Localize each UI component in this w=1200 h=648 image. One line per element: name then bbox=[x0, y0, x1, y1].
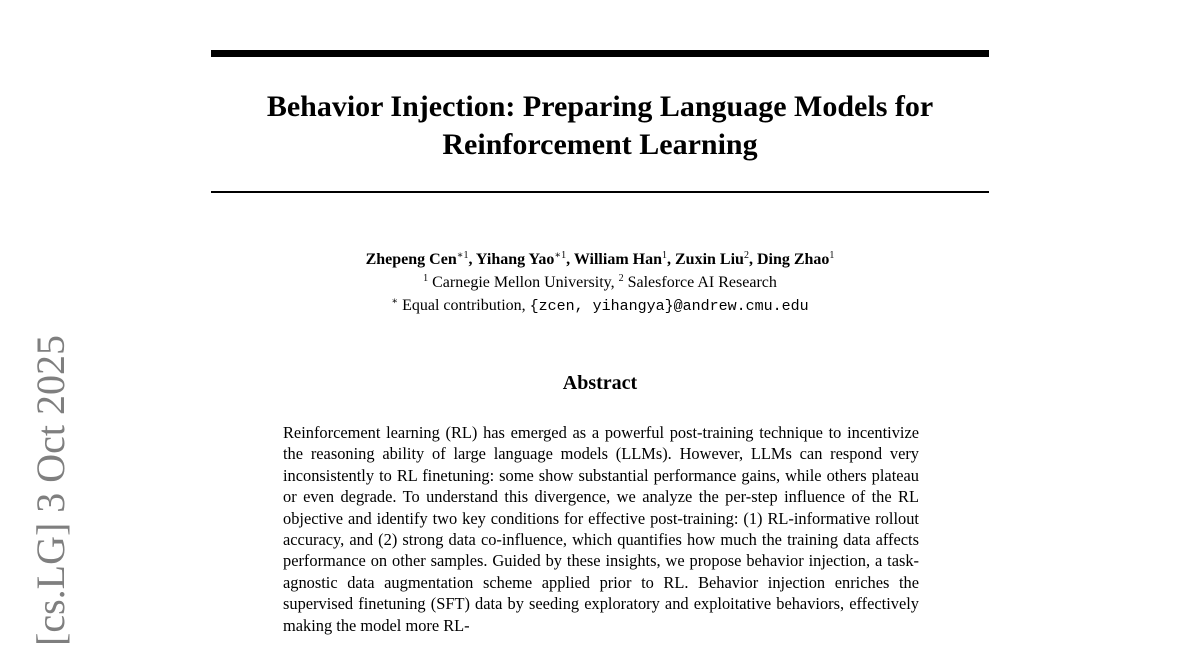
abstract-heading: Abstract bbox=[562, 372, 638, 394]
affiliations bbox=[211, 271, 989, 294]
title-bottom-rule bbox=[211, 191, 989, 193]
author-name: Yihang Yao bbox=[475, 251, 555, 268]
author-marks: 1 bbox=[829, 250, 835, 261]
affiliation-mark: 1 bbox=[423, 273, 429, 284]
author-marks: ∗1 bbox=[456, 250, 469, 261]
author-block bbox=[211, 248, 989, 318]
equal-contribution-text: Equal contribution, bbox=[402, 297, 526, 314]
affiliation-name: Salesforce AI Research bbox=[627, 274, 777, 291]
contact-email[interactable]: {zcen, yihangya}@andrew.cmu.edu bbox=[529, 298, 809, 315]
author-name: William Han bbox=[573, 251, 662, 268]
arxiv-sidebar-stamp: [cs.LG] 3 Oct 2025 bbox=[28, 334, 73, 646]
equal-contribution-mark: ∗ bbox=[391, 296, 399, 307]
affiliation-mark: 2 bbox=[618, 273, 624, 284]
author-name: Ding Zhao bbox=[756, 251, 830, 268]
abstract-text: Reinforcement learning (RL) has emerged as a powerful post-training technique to incentivize the reasoning ability of large language models (LLMs). However, LLMs can respond very inconsistently to RL finetuning: some show substantial performance gains, while others plateau or even degrade. To understand this divergence, we analyze the per-step influence of the RL objective and identify two key conditions for effective post-training: (1) RL-informative rollout accuracy, and (2) strong data co-influence, which quantifies how much the training data affects performance on other samples. Guided by these insights, we propose behavior injection, a task-agnostic data augmentation scheme applied prior to RL. Behavior injection enriches the supervised finetuning (SFT) data by seeding exploratory and exploitative behaviors, effectively making the model more RL- bbox=[283, 423, 919, 635]
title-line-2: Reinforcement Learning bbox=[442, 128, 758, 161]
title-line-1: Behavior Injection: Preparing Language Models for bbox=[266, 90, 934, 123]
author-name: Zuxin Liu bbox=[675, 251, 744, 268]
author-list: Zhepeng Cen$^{∗1}$, Yihang Yao$^{∗1}$, William Han$^1$, Zuxin Liu$^2$, Ding Zhao$^1$ bbox=[365, 250, 835, 268]
author-marks: 2 bbox=[743, 250, 749, 261]
paper-title bbox=[211, 88, 989, 164]
equal-contribution-note bbox=[211, 294, 989, 318]
affiliation-name: Carnegie Mellon University, bbox=[432, 274, 615, 291]
author-marks: 1 bbox=[662, 250, 667, 261]
title-top-rule bbox=[211, 50, 989, 57]
author-marks: ∗1 bbox=[554, 250, 567, 261]
author-name: Zhepeng Cen bbox=[365, 251, 457, 268]
